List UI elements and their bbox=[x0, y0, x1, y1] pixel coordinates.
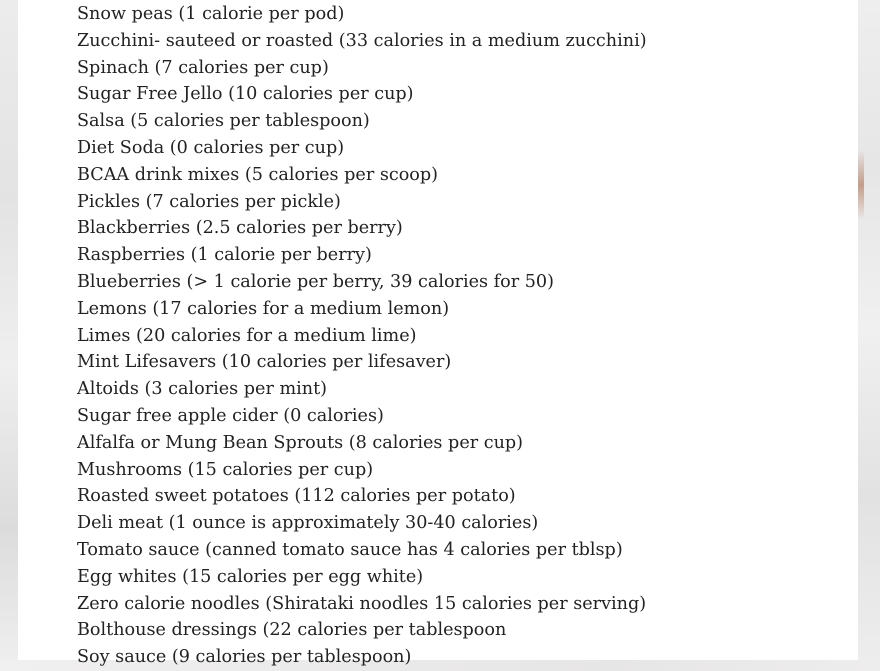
item-text: Diet Soda (0 calories per cup) bbox=[77, 137, 345, 158]
marble-background-left bbox=[0, 0, 18, 660]
item-text: Soy sauce (9 calories per tablespoon) bbox=[77, 647, 412, 668]
item-text: Salsa (5 calories per tablespoon) bbox=[77, 111, 370, 132]
document-card bbox=[18, 0, 858, 668]
item-text: Sugar free apple cider (0 calories) bbox=[77, 405, 384, 426]
item-text: Mint Lifesavers (10 calories per lifesaver) bbox=[77, 352, 452, 373]
item-text: Zucchini- sauteed or roasted (33 calories in a medium zucchini) bbox=[77, 30, 647, 51]
item-text: Deli meat (1 ounce is approximately 30-40 calories) bbox=[77, 513, 539, 534]
item-text: Mushrooms (15 calories per cup) bbox=[77, 459, 374, 480]
item-text: Altoids (3 calories per mint) bbox=[77, 379, 328, 400]
item-text: Tomato sauce (canned tomato sauce has 4 calories per tblsp) bbox=[77, 539, 623, 560]
item-text: Alfalfa or Mung Bean Sprouts (8 calories per cup) bbox=[77, 432, 524, 453]
item-text: Sugar Free Jello (10 calories per cup) bbox=[77, 84, 414, 105]
item-text: Limes (20 calories for a medium lime) bbox=[77, 325, 417, 346]
marble-background-right bbox=[858, 0, 880, 660]
item-text: Lemons (17 calories for a medium lemon) bbox=[77, 298, 450, 319]
item-text: Egg whites (15 calories per egg white) bbox=[77, 566, 424, 587]
item-text: Raspberries (1 calorie per berry) bbox=[77, 245, 372, 266]
item-text: Roasted sweet potatoes (112 calories per potato) bbox=[77, 486, 516, 507]
item-text: Pickles (7 calories per pickle) bbox=[77, 191, 341, 212]
item-text: BCAA drink mixes (5 calories per scoop) bbox=[77, 164, 439, 185]
item-text: Spinach (7 calories per cup) bbox=[77, 57, 329, 78]
item-text: Blackberries (2.5 calories per berry) bbox=[77, 218, 403, 239]
item-text: Snow peas (1 calorie per pod) bbox=[77, 4, 345, 24]
item-text: Bolthouse dressings (22 calories per tablespoon bbox=[77, 620, 507, 641]
item-text: Blueberries (> 1 calorie per berry, 39 calories for 50) bbox=[77, 271, 554, 292]
item-text: Zero calorie noodles (Shirataki noodles 15 calories per serving) bbox=[77, 593, 647, 614]
